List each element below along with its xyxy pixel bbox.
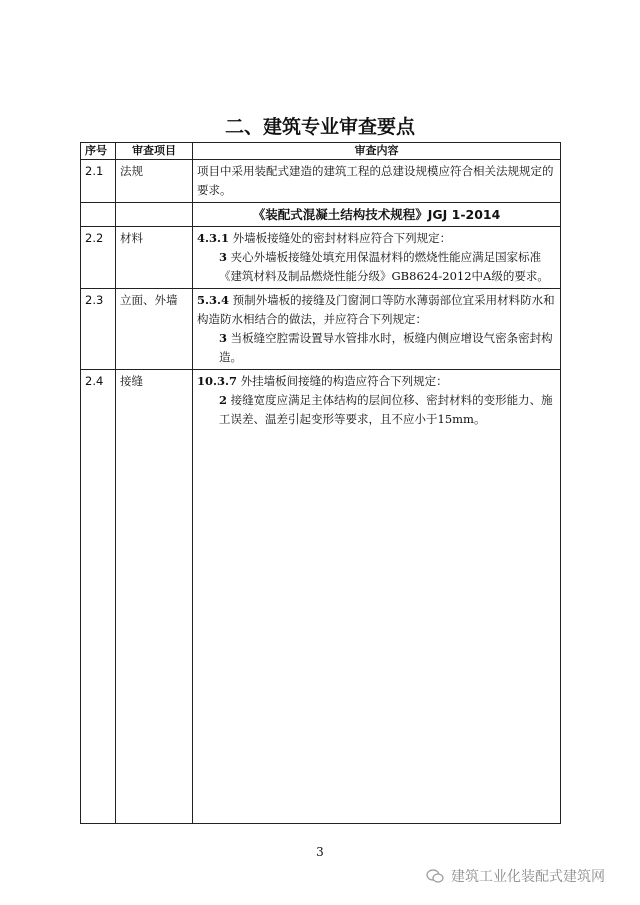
table-header bbox=[81, 143, 561, 160]
row-item bbox=[116, 203, 193, 227]
sub-item-text: 当板缝空腔需设置导水管排水时，板缝内侧应增设气密条密封构造。 bbox=[219, 331, 553, 364]
clause-number: 5.3.4 bbox=[197, 293, 230, 307]
page-number: 3 bbox=[316, 845, 324, 859]
clause-number: 10.3.7 bbox=[197, 374, 238, 388]
clause-text: 外挂墙板间接缝的构造应符合下列规定： bbox=[240, 374, 448, 388]
row-content: 项目中采用装配式建造的建筑工程的总建设规模应符合相关法规规定的要求。 bbox=[193, 160, 561, 203]
table-row bbox=[81, 289, 561, 370]
sub-item-text: 夹心外墙板接缝处填充用保温材料的燃烧性能应满足国家标准《建筑材料及制品燃烧性能分级》GB8624-2012中A级的要求。 bbox=[219, 250, 549, 283]
table-row bbox=[81, 370, 561, 824]
clause-number: 4.3.1 bbox=[197, 231, 230, 245]
sub-item-number: 3 bbox=[219, 250, 228, 264]
sub-item-text: 接缝宽度应满足主体结构的层间位移、密封材料的变形能力、施工误差、温差引起变形等要求，且不应小于15mm。 bbox=[219, 393, 553, 426]
row-no: 2.3 bbox=[81, 289, 116, 370]
wechat-icon bbox=[425, 868, 445, 884]
clause-text: 外墙板接缝处的密封材料应符合下列规定： bbox=[232, 231, 452, 245]
row-content bbox=[193, 370, 561, 824]
row-content bbox=[193, 289, 561, 370]
row-item: 法规 bbox=[116, 160, 193, 203]
watermark bbox=[425, 866, 605, 886]
row-no bbox=[81, 203, 116, 227]
table-row-standard bbox=[81, 203, 561, 227]
standard-title: 《装配式混凝土结构技术规程》JGJ 1-2014 bbox=[193, 203, 561, 227]
row-item: 立面、外墙 bbox=[116, 289, 193, 370]
header-content: 审查内容 bbox=[193, 143, 561, 160]
page-title: 二、建筑专业审查要点 bbox=[224, 116, 415, 138]
sub-item-number: 2 bbox=[219, 393, 228, 407]
header-no: 序号 bbox=[81, 143, 116, 160]
row-no: 2.2 bbox=[81, 227, 116, 289]
sub-item-number: 3 bbox=[219, 331, 228, 345]
header-item: 审查项目 bbox=[116, 143, 193, 160]
review-table bbox=[80, 142, 561, 824]
row-item: 接缝 bbox=[116, 370, 193, 824]
table-row bbox=[81, 160, 561, 203]
table-row bbox=[81, 227, 561, 289]
clause-text: 预制外墙板的接缝及门窗洞口等防水薄弱部位宜采用材料防水和构造防水相结合的做法，并应符合下列规定： bbox=[197, 293, 555, 326]
row-no: 2.4 bbox=[81, 370, 116, 824]
row-item: 材料 bbox=[116, 227, 193, 289]
watermark-text: 建筑工业化装配式建筑网 bbox=[451, 869, 605, 885]
row-no: 2.1 bbox=[81, 160, 116, 203]
row-content bbox=[193, 227, 561, 289]
